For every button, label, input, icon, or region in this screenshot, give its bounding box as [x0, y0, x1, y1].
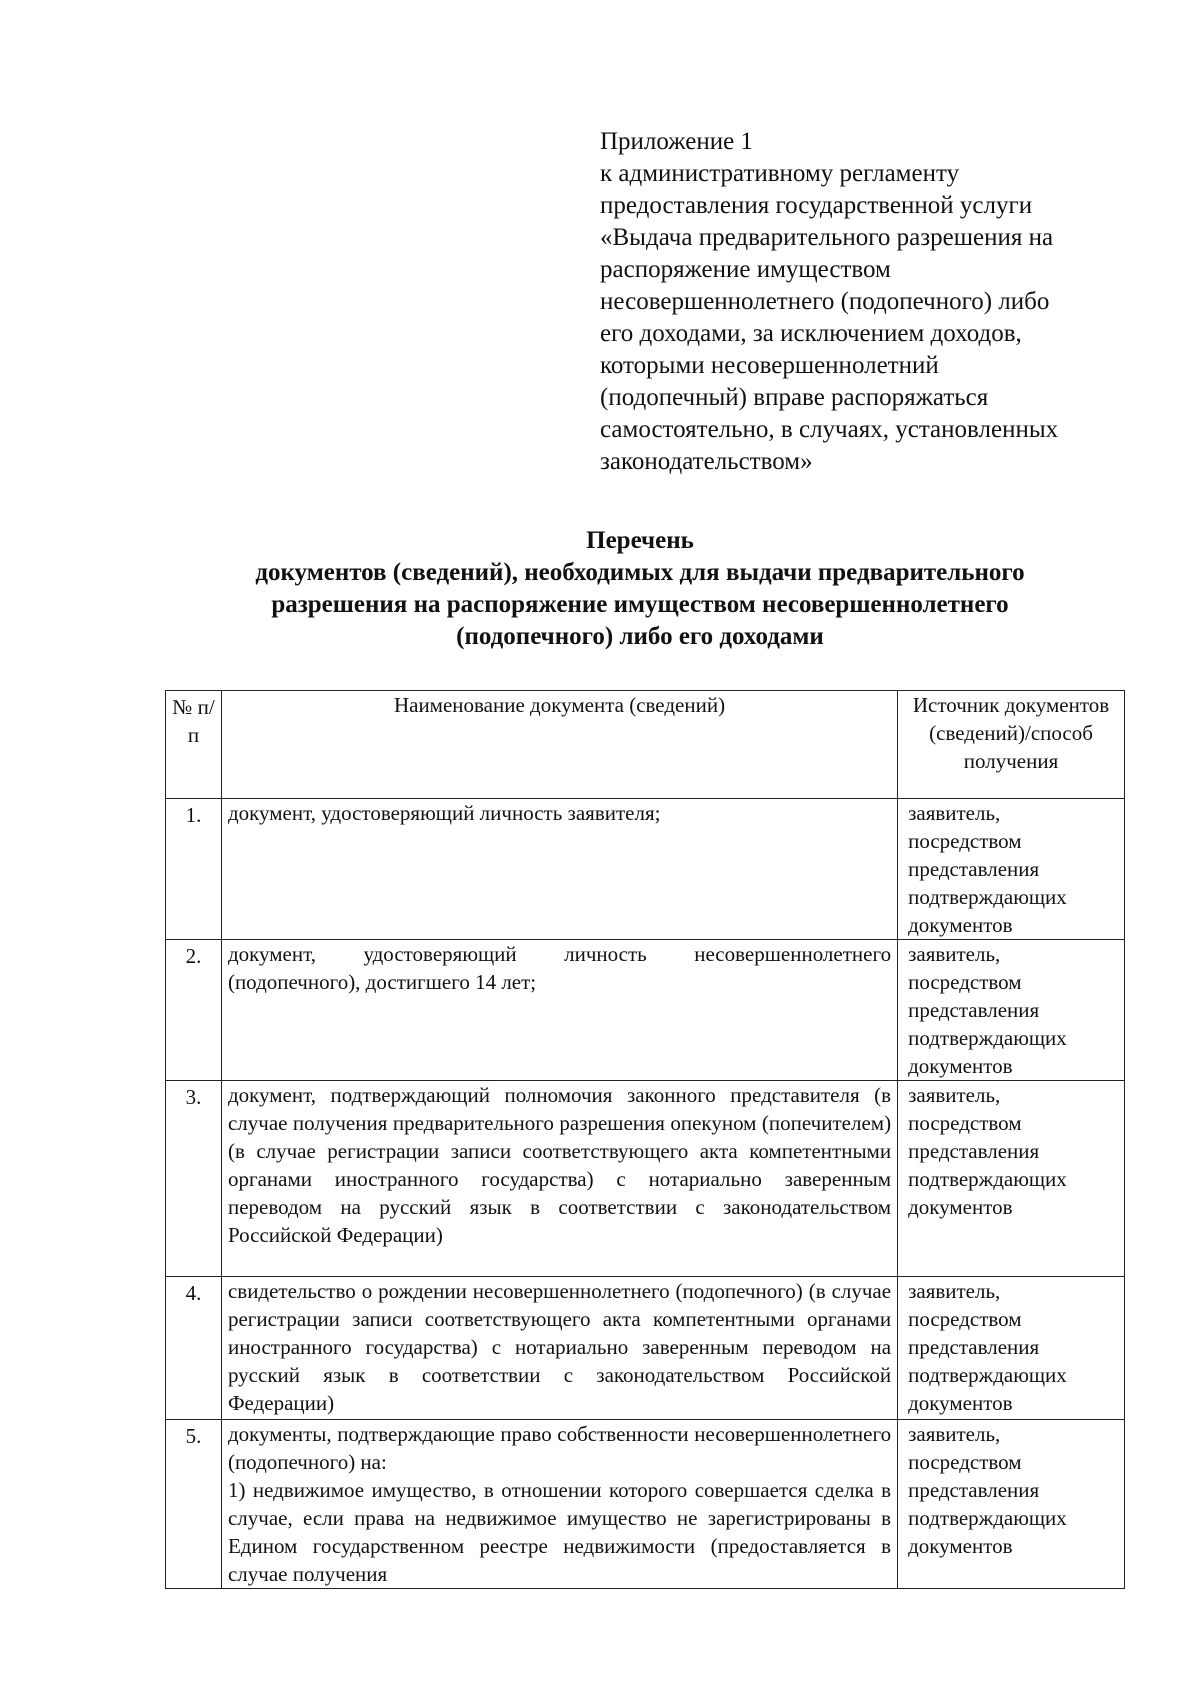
appendix-line: распоряжение имуществом [600, 256, 891, 283]
table-row [166, 799, 1125, 940]
table-row [166, 1277, 1125, 1420]
table-header-row [166, 691, 1125, 799]
table-row [166, 1420, 1125, 1589]
header-num: № п/п [166, 691, 222, 799]
row-name: свидетельство о рождении несовершеннолетнего (подопечного) (в случае регистрации записи соответствующего акта компетентными органами иностранного государства) с нотариально заверенным переводом на русский язык в соответствии с законодательством Российской Федерации) [221, 1277, 897, 1420]
header-name: Наименование документа (сведений) [221, 691, 897, 799]
header-source: Источник документов (сведений)/способ получения [898, 691, 1125, 799]
row-source: заявитель, посредством представления подтверждающих документов [898, 940, 1125, 1081]
title-line: документов (сведений), необходимых для выдачи предварительного [255, 559, 1025, 586]
appendix-line: несовершеннолетнего (подопечного) либо [600, 288, 1050, 315]
row-num: 5. [166, 1420, 222, 1589]
appendix-line: которыми несовершеннолетний [600, 352, 939, 379]
appendix-line: (подопечный) вправе распоряжаться [600, 384, 989, 411]
row-name [221, 1420, 897, 1589]
row-name: документ, подтверждающий полномочия законного представителя (в случае получения предварительного разрешения опекуном (попечителем) (в случае регистрации записи соответствующего акта компетентными органами иностранного государства) с нотариально заверенным переводом на русский язык в соответствии с законодательством Российской Федерации) [221, 1081, 897, 1277]
row-source: заявитель, посредством представления подтверждающих документов [898, 1081, 1125, 1277]
title-line: Перечень [586, 527, 694, 554]
appendix-line: Приложение 1 [600, 128, 753, 155]
row-name: документ, удостоверяющий личность несовершеннолетнего (подопечного), достигшего 14 лет; [221, 940, 897, 1081]
document-title [150, 525, 1130, 653]
appendix-line: законодательством» [600, 448, 813, 475]
row-source: заявитель, посредством представления подтверждающих документов [898, 799, 1125, 940]
row-name: документ, удостоверяющий личность заявителя; [221, 799, 897, 940]
table-row [166, 940, 1125, 1081]
title-line: (подопечного) либо его доходами [456, 623, 824, 650]
row-num: 4. [166, 1277, 222, 1420]
row-num: 1. [166, 799, 222, 940]
appendix-line: самостоятельно, в случаях, установленных [600, 416, 1059, 443]
row-name-part: 1) недвижимое имущество, в отношении которого совершается сделка в случае, если права на недвижимое имущество не зарегистрированы в Едином государственном реестре недвижимости (предоставляется в случае получения [227, 1478, 892, 1586]
appendix-line: к административному регламенту [600, 160, 960, 187]
documents-table [165, 690, 1125, 1589]
row-num: 2. [166, 940, 222, 1081]
title-line: разрешения на распоряжение имуществом несовершеннолетнего [271, 591, 1009, 618]
row-num: 3. [166, 1081, 222, 1277]
row-source: заявитель, посредством представления подтверждающих документов [898, 1277, 1125, 1420]
appendix-line: предоставления государственной услуги [600, 192, 1033, 219]
appendix-header [600, 126, 1140, 478]
table-row [166, 1081, 1125, 1277]
appendix-line: «Выдача предварительного разрешения на [600, 224, 1054, 251]
row-name-part: документы, подтверждающие право собственности несовершеннолетнего (подопечного) на: [227, 1422, 892, 1474]
row-source: заявитель, посредством представления подтверждающих документов [898, 1420, 1125, 1589]
appendix-line: его доходами, за исключением доходов, [600, 320, 1022, 347]
